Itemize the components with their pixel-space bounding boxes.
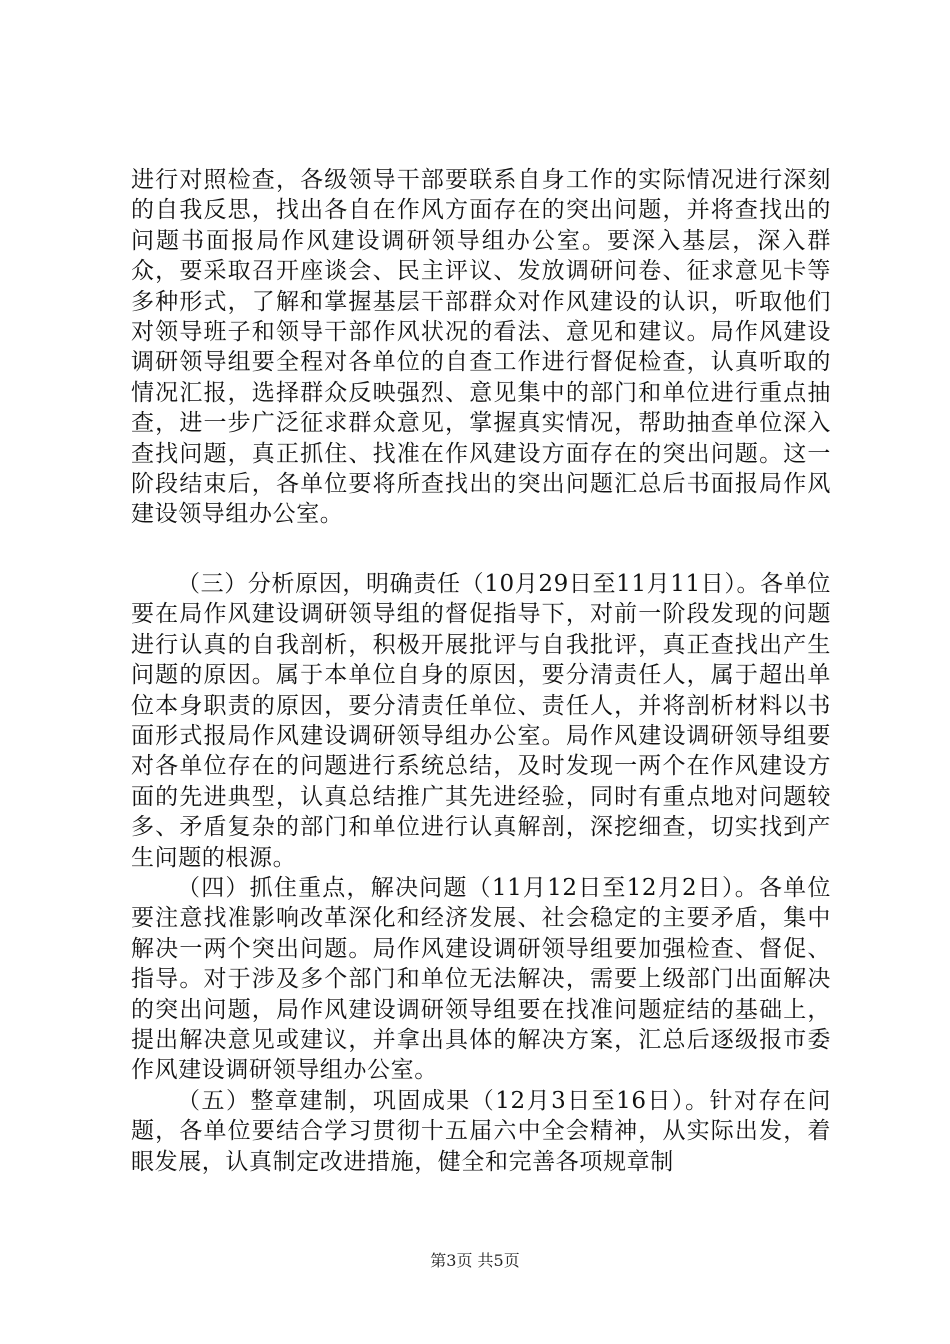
paragraph-section-3: （三）分析原因，明确责任（10月29日至11月11日）。各单位要在局作风建设调研领导组的督促指导下，对前一阶段发现的问题进行认真的自我剖析，积极开展批评与自我批评，真正查找出产生问题的原因。属于本单位自身的原因，要分清责任人，属于超出单位本身职责的原因，要分清责任单位、责任人，并将剖析材料以书面形式报局作风建设调研领导组办公室。局作风建设调研领导组要对各单位存在的问题进行系统总结，及时发现一两个在作风建设方面的先进典型，认真总结推广其先进经验，同时有重点地对问题较多、矛盾复杂的部门和单位进行认真解剖，深挖细查，切实找到产生问题的根源。 — [131, 570, 831, 871]
paragraph-section-4: （四）抓住重点，解决问题（11月12日至12月2日）。各单位要注意找准影响改革深化和经济发展、社会稳定的主要矛盾，集中解决一两个突出问题。局作风建设调研领导组要加强检查、督促、指导。对于涉及多个部门和单位无法解决，需要上级部门出面解决的突出问题，局作风建设调研领导组要在找准问题症结的基础上，提出解决意见或建议，并拿出具体的解决方案，汇总后逐级报市委作风建设调研领导组办公室。 — [131, 874, 831, 1084]
page-number-footer: 第3页 共5页 — [430, 1251, 520, 1270]
paragraph-continuation: 进行对照检查，各级领导干部要联系自身工作的实际情况进行深刻的自我反思，找出各自在作风方面存在的突出问题，并将查找出的问题书面报局作风建设调研领导组办公室。要深入基层，深入群众，要采取召开座谈会、民主评议、发放调研问卷、征求意见卡等多种形式，了解和掌握基层干部群众对作风建设的认识，听取他们对领导班子和领导干部作风状况的看法、意见和建议。局作风建设调研领导组要全程对各单位的自查工作进行督促检查，认真听取的情况汇报，选择群众反映强烈、意见集中的部门和单位进行重点抽查，进一步广泛征求群众意见，掌握真实情况，帮助抽查单位深入查找问题，真正抓住、找准在作风建设方面存在的突出问题。这一阶段结束后，各单位要将所查找出的突出问题汇总后书面报局作风建设领导组办公室。 — [131, 167, 831, 528]
document-body — [131, 165, 831, 1177]
paragraph-section-5: （五）整章建制，巩固成果（12月3日至16日）。针对存在问题，各单位要结合学习贯彻十五届六中全会精神，从实际出发，着眼发展，认真制定改进措施，健全和完善各项规章制 — [131, 1087, 831, 1175]
